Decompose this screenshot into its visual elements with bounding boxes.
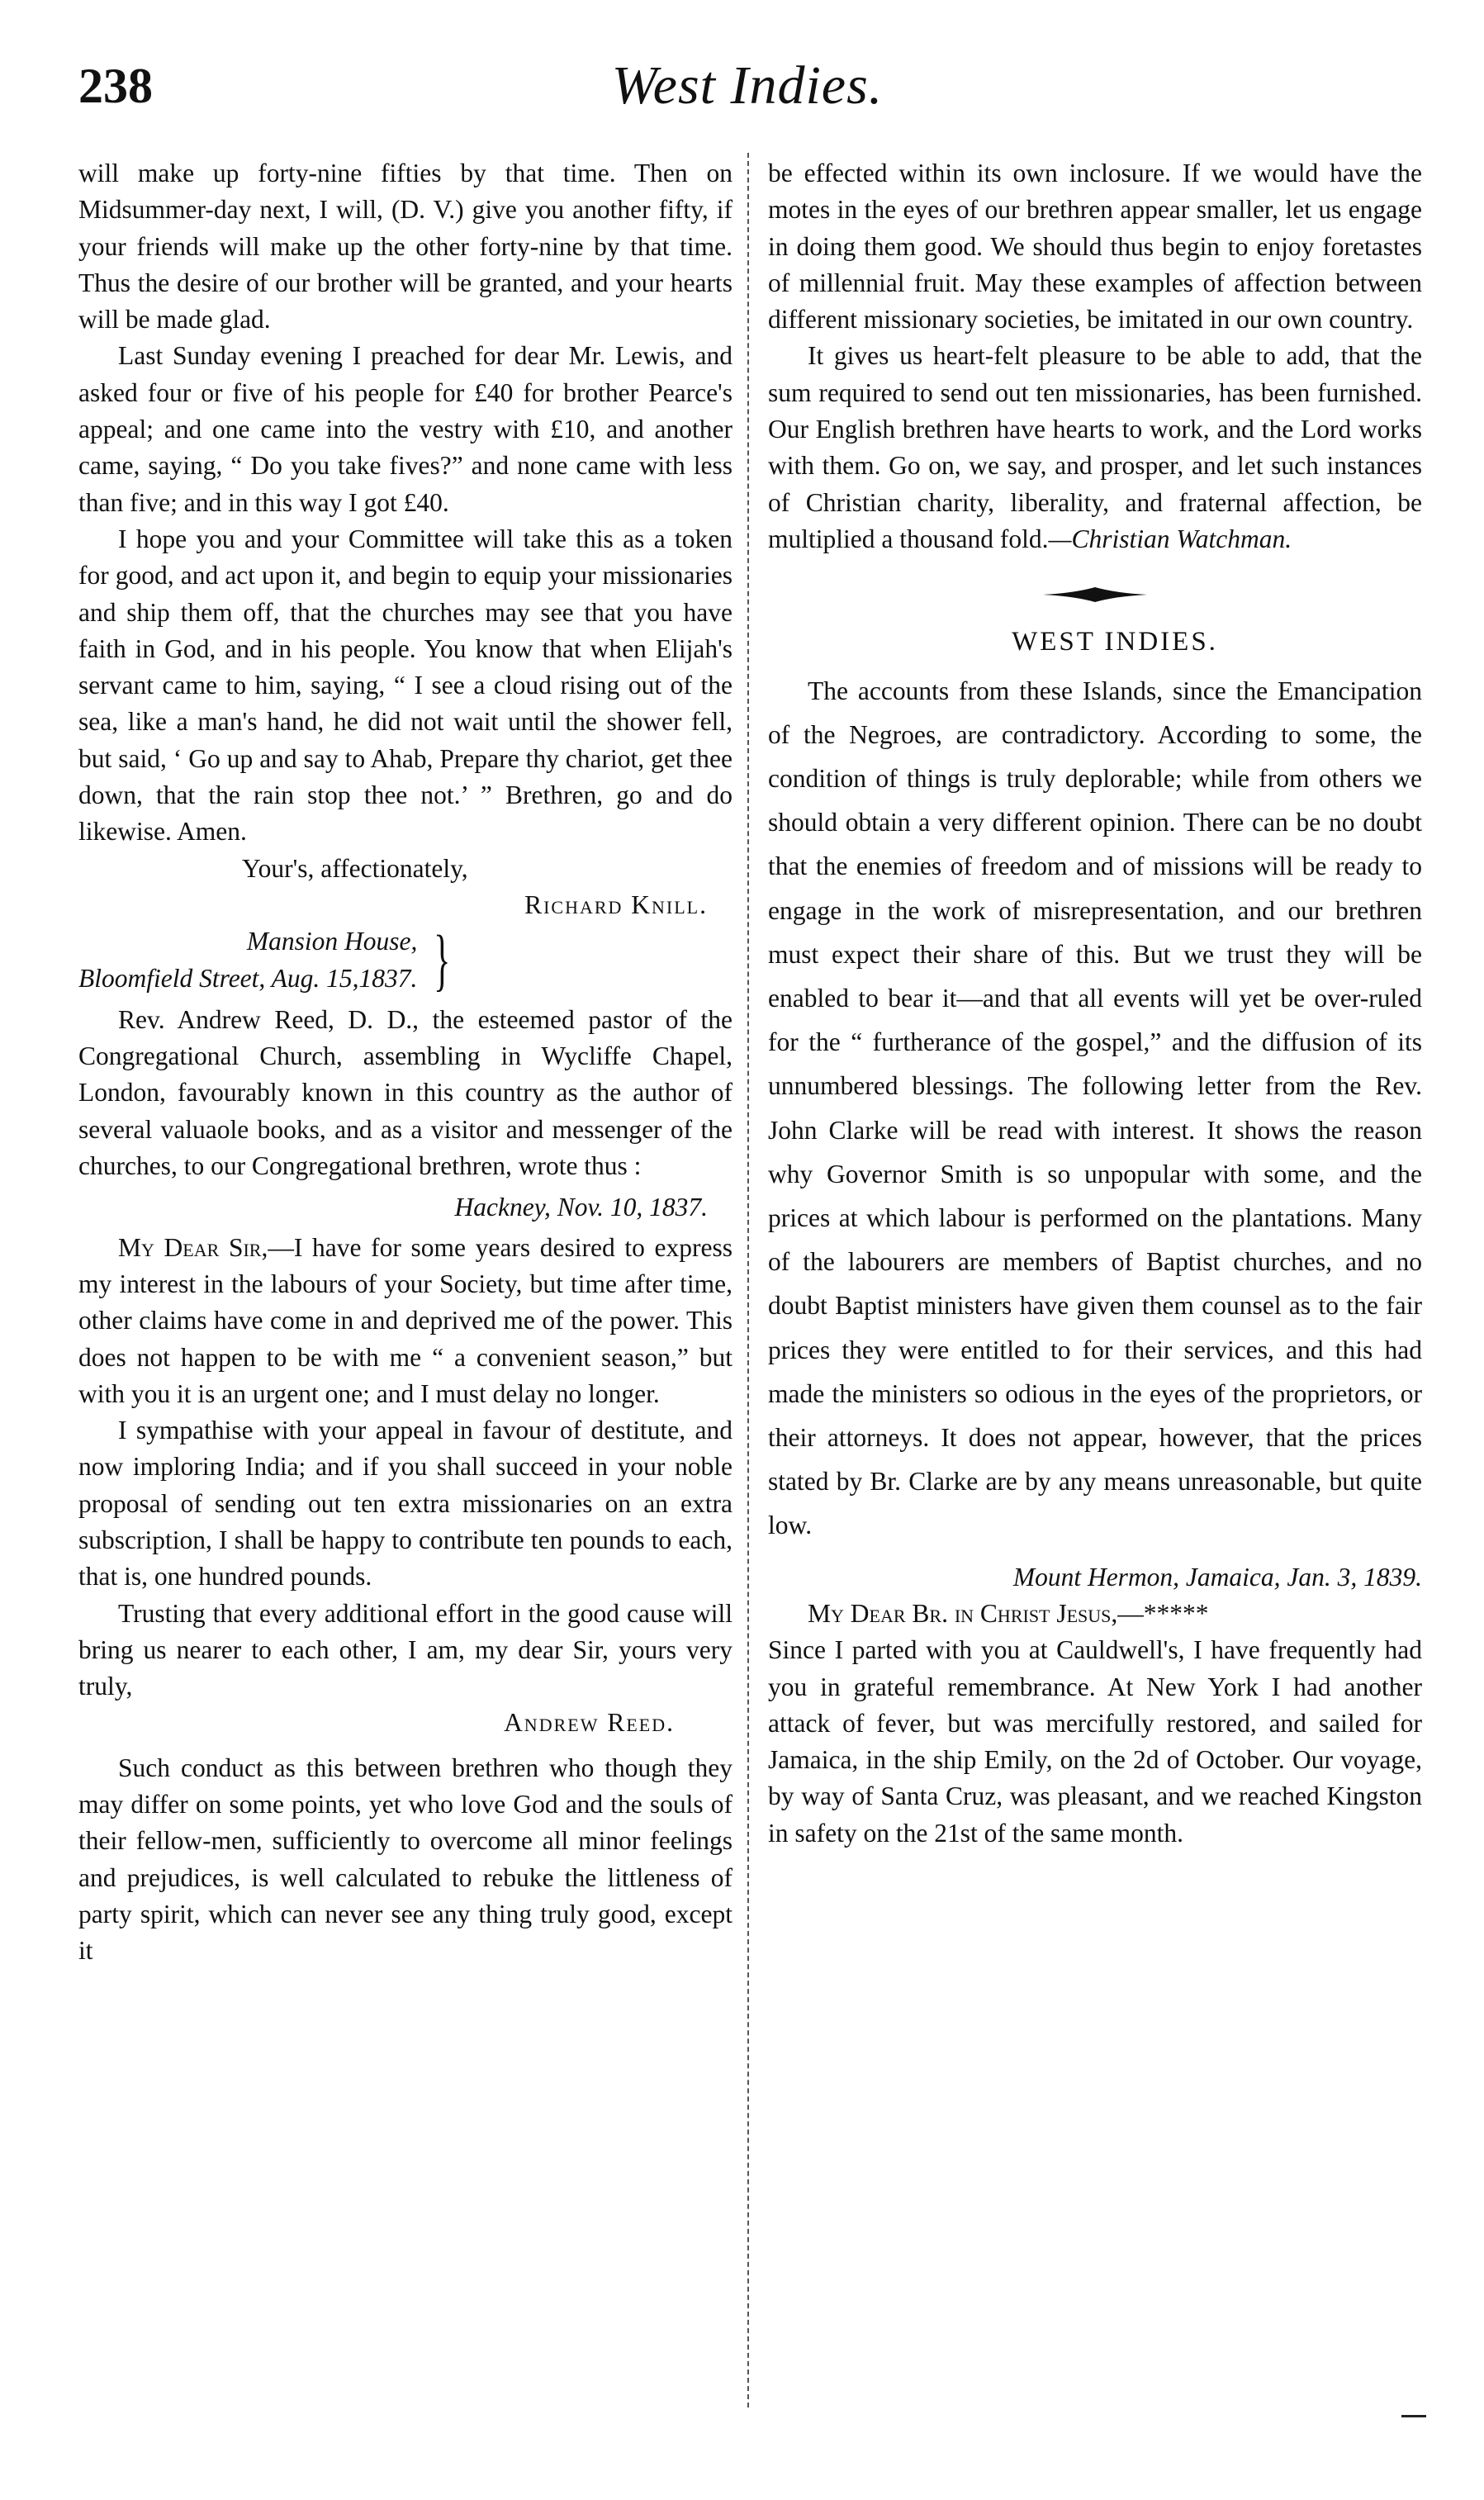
- reed-letter-paragraph: Trusting that every additional effort in the good cause will bring us nearer to each other, I am, my dear Sir, yours very truly,: [78, 1598, 733, 1701]
- section-heading: WEST INDIES.: [1012, 627, 1218, 657]
- brace-glyph: }: [434, 921, 451, 999]
- knill-address-line: Mansion House,: [246, 927, 418, 956]
- reed-letter-text: —I have for some years desired to express my interest in the labours of your Society, but time after time, other claims have come in and deprived me of the power. This does not happen to be with me “ a convenient season,” but with you it is an urgent one; and I must delay no longer.: [78, 1232, 733, 1408]
- column-divider: [747, 153, 749, 2407]
- knill-address-line: Bloomfield Street, Aug. 15,1837.: [78, 963, 418, 993]
- knill-signature: Richard Knill.: [524, 889, 708, 919]
- running-title: West Indies.: [611, 55, 884, 116]
- left-column: [78, 155, 733, 1970]
- commentary-paragraph: Such conduct as this between brethren who though they may differ on some points, yet who love God and the souls of their fellow-men, sufficiently to overcome all minor feelings and prejudices, is well calculated to rebuke the littleness of party spirit, which can never see any thing truly good, except it: [78, 1753, 733, 1966]
- margin-mark: [1401, 2415, 1426, 2417]
- clarke-dateline: Mount Hermon, Jamaica, Jan. 3, 1839.: [1012, 1562, 1422, 1592]
- right-column: [768, 155, 1422, 1852]
- reed-salutation: My Dear Sir,: [118, 1232, 268, 1262]
- page-number: 238: [78, 59, 153, 113]
- commentary-source: —Christian Watchman.: [1048, 524, 1292, 553]
- clarke-salutation: My Dear Br. in Christ Jesus,—*****: [808, 1598, 1209, 1628]
- reed-letter-paragraph: I sympathise with your appeal in favour of destitute, and now imploring India; and if you shall succeed in your noble proposal of sending out ten extra missionaries on an extra subscription, I shall be happy to contribute ten pounds to each, that is, one hundred pounds.: [78, 1416, 733, 1592]
- ornament-rule-icon: [1041, 586, 1149, 604]
- reed-dateline: Hackney, Nov. 10, 1837.: [454, 1193, 708, 1222]
- reed-signature: Andrew Reed.: [504, 1708, 675, 1738]
- west-indies-paragraph: The accounts from these Islands, since the Emancipation of the Negroes, are contradictory. According to some, the condition of things is truly deplorable; while from others we should obtain a very different opinion. There can be no doubt that the enemies of freedom and of missions will be ready to engage in the work of misrepresentation, and our brethren must expect their share of this. But we trust they will be enabled to bear it—and that all events will yet be over-ruled for the “ furtherance of the gospel,” and the diffusion of its unnumbered blessings. The following letter from the Rev. John Clarke will be read with interest. It shows the reason why Governor Smith is so unpopular with some, and the prices at which labour is performed on the plantations. Many of the labourers are members of Baptist churches, and no doubt Baptist ministers have given them counsel as to the fair prices they were entitled to for their services, and this had made the ministers so odious in the eyes of the proprietors, or their attorneys. It does not appear, however, that the prices stated by Br. Clarke are by any means unreasonable, but quite low.: [768, 676, 1422, 1540]
- knill-closing: Your's, affectionately,: [242, 853, 468, 883]
- commentary-paragraph: [768, 338, 1422, 557]
- knill-address: [78, 923, 733, 997]
- clarke-letter-paragraph: Since I parted with you at Cauldwell's, I have frequently had you in grateful remembrance. At New York I had another attack of fever, but was mercifully restored, and sailed for Jamaica, in the ship Emily, on the 2d of October. Our voyage, by way of Santa Cruz, was pleasant, and we reached Kingston in safety on the 21st of the same month.: [768, 1635, 1422, 1848]
- page-header: [78, 55, 1416, 132]
- commentary-text: It gives us heart-felt pleasure to be able to add, that the sum required to send out ten missionaries, has been furnished. Our English brethren have hearts to work, and the Lord works with them. Go on, we say, and prosper, and let such instances of Christian charity, liberality, and fraternal affection, be multiplied a thousand fold.: [768, 341, 1422, 553]
- section-ornament: [768, 586, 1422, 604]
- reed-letter-paragraph: [78, 1230, 733, 1412]
- knill-letter-paragraph: I hope you and your Committee will take this as a token for good, and act upon it, and begin to equip your missionaries and ship them off, that the churches may see that you have faith in God, and in his people. You know that when Elijah's servant came to him, saying, “ I see a cloud rising out of the sea, like a man's hand, he did not wait until the shower fell, but said, ‘ Go up and say to Ahab, Prepare thy chariot, get thee down, that the rain stop thee not.’ ” Brethren, go and do likewise. Amen.: [78, 524, 733, 847]
- knill-letter-paragraph: will make up forty-nine fifties by that time. Then on Midsummer-day next, I will, (D. V.) give you another fifty, if your friends will make up the other forty-nine by that time. Thus the desire of our brother will be granted, and your hearts will be made glad.: [78, 159, 733, 334]
- commentary-paragraph: be effected within its own inclosure. If we would have the motes in the eyes of our brethren appear smaller, let us engage in doing them good. We should thus begin to enjoy foretastes of millennial fruit. May these examples of affection between different missionary societies, be imitated in our own country.: [768, 159, 1422, 334]
- knill-address-lines: [78, 923, 417, 997]
- reed-intro-paragraph: Rev. Andrew Reed, D. D., the esteemed pastor of the Congregational Church, assembling in Wycliffe Chapel, London, favourably known in this country as the author of several valuaole books, and as a visitor and messenger of the churches, to our Congregational brethren, wrote thus :: [78, 1004, 733, 1181]
- knill-letter-paragraph: Last Sunday evening I preached for dear Mr. Lewis, and asked four or five of his people for £40 for brother Pearce's appeal; and one came into the vestry with £10, and another came, saying, “ Do you take fives?” and none came with less than five; and in this way I got £40.: [78, 341, 733, 517]
